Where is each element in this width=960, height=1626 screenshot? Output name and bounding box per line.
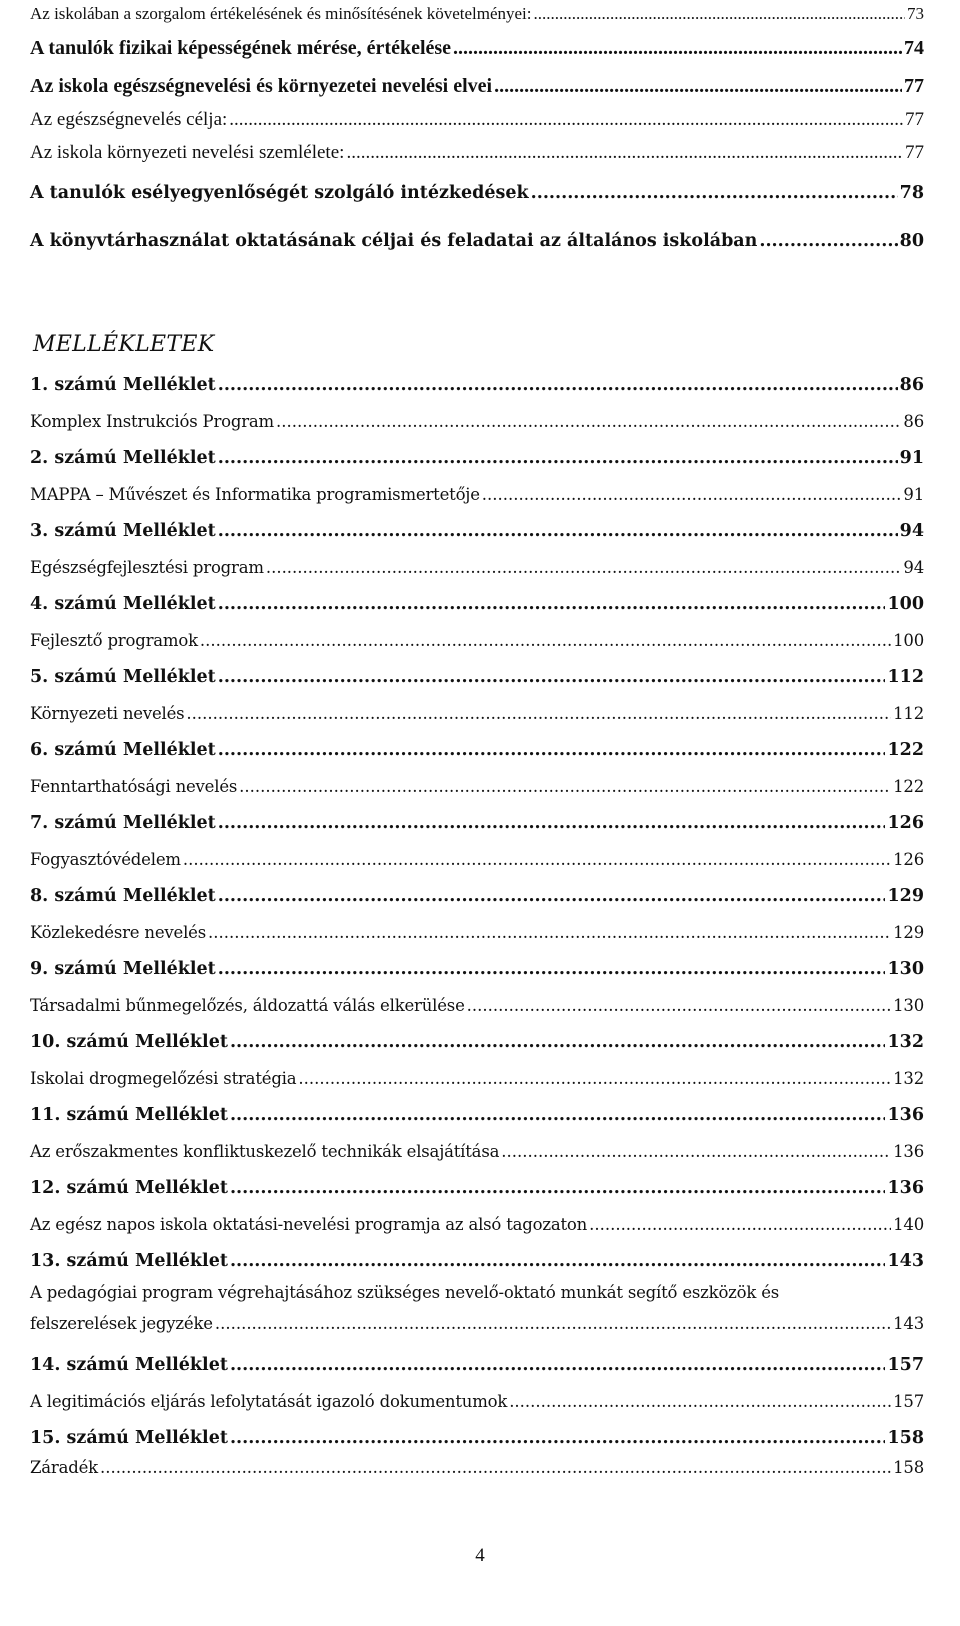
dot-leader <box>482 474 902 515</box>
toc-entry-page: 77 <box>905 142 924 163</box>
appendix-page: 122 <box>887 740 924 760</box>
appendix-sub-page: 158 <box>893 1458 924 1477</box>
dot-leader <box>494 69 902 103</box>
appendix-entry[interactable] <box>30 1349 924 1381</box>
dot-leader <box>215 1308 891 1339</box>
dot-leader <box>501 1131 891 1172</box>
appendix-page: 157 <box>887 1355 924 1375</box>
appendix-sub-page: 126 <box>893 850 924 869</box>
toc-entry-page: 74 <box>904 37 924 59</box>
appendix-title: 5. számú Melléklet <box>30 667 216 687</box>
toc-entry[interactable] <box>30 169 924 217</box>
appendix-entry[interactable] <box>30 1026 924 1058</box>
dot-leader <box>239 766 891 807</box>
appendix-sub-title: Fenntarthatósági nevelés <box>30 777 238 796</box>
appendix-page: 100 <box>887 594 924 614</box>
appendix-title: 8. számú Melléklet <box>30 886 216 906</box>
toc-entry[interactable] <box>30 217 924 265</box>
appendix-sub-entry[interactable] <box>30 1204 924 1245</box>
appendix-entry[interactable] <box>30 1172 924 1204</box>
appendix-page: 129 <box>887 886 924 906</box>
appendix-sub-title: A legitimációs eljárás lefolytatását igazoló dokumentumok <box>30 1392 508 1411</box>
toc-entry-title: A tanulók esélyegyenlőségét szolgáló intézkedések <box>30 183 529 203</box>
appendix-sub-title: Társadalmi bűnmegelőzés, áldozattá válás elkerülése <box>30 996 465 1015</box>
appendix-title: 1. számú Melléklet <box>30 375 216 395</box>
appendix-sub-entry[interactable] <box>30 401 924 442</box>
appendix-sub-entry[interactable] <box>30 1308 924 1339</box>
dot-leader <box>534 0 906 28</box>
spacer <box>30 1339 924 1349</box>
spacer <box>30 265 924 325</box>
appendix-sub-title: Fejlesztő programok <box>30 631 198 650</box>
appendix-sub-title: felszerelések jegyzéke <box>30 1314 213 1333</box>
appendix-sub-entry[interactable] <box>30 693 924 734</box>
toc-entry-page: 78 <box>899 183 924 203</box>
toc-entry-page: 73 <box>907 4 924 23</box>
dot-leader <box>208 912 891 953</box>
dot-leader <box>183 839 891 880</box>
appendix-sub-page: 122 <box>893 777 924 796</box>
appendix-sub-entry[interactable] <box>30 766 924 807</box>
dot-leader <box>218 369 898 401</box>
dot-leader <box>230 1349 886 1381</box>
appendix-sub-page: 136 <box>893 1142 924 1161</box>
appendix-sub-page: 100 <box>893 631 924 650</box>
appendix-entry[interactable] <box>30 1099 924 1131</box>
dot-leader <box>266 547 902 588</box>
dot-leader <box>230 1245 886 1277</box>
appendix-sub-entry[interactable] <box>30 1381 924 1422</box>
dot-leader <box>276 401 901 442</box>
appendix-page: 130 <box>887 959 924 979</box>
appendix-title: 10. számú Melléklet <box>30 1032 228 1052</box>
appendix-entry[interactable] <box>30 953 924 985</box>
dot-leader <box>218 442 898 474</box>
dot-leader <box>218 515 898 547</box>
appendix-entry[interactable] <box>30 515 924 547</box>
dot-leader <box>453 28 902 69</box>
dot-leader <box>589 1204 891 1245</box>
dot-leader <box>186 693 891 734</box>
dot-leader <box>200 620 891 661</box>
appendix-page: 126 <box>887 813 924 833</box>
appendix-sub-entry[interactable] <box>30 474 924 515</box>
appendix-sub-entry[interactable] <box>30 1058 924 1099</box>
appendix-sub-title: Egészségfejlesztési program <box>30 558 264 577</box>
appendix-sub-page: 130 <box>893 996 924 1015</box>
appendix-title: 4. számú Melléklet <box>30 594 216 614</box>
dot-leader <box>509 1381 891 1422</box>
appendix-entry[interactable] <box>30 1422 924 1454</box>
appendix-title: 6. számú Melléklet <box>30 740 216 760</box>
dot-leader <box>230 1172 886 1204</box>
dot-leader <box>229 103 903 136</box>
appendix-title: 7. számú Melléklet <box>30 813 216 833</box>
dot-leader <box>218 661 886 693</box>
dot-leader <box>467 985 891 1026</box>
toc-entry[interactable] <box>30 69 924 103</box>
page-number: 4 <box>475 1545 485 1566</box>
appendix-page: 112 <box>887 667 924 687</box>
appendix-sub-page: 132 <box>893 1069 924 1088</box>
appendix-sub-title: Környezeti nevelés <box>30 704 185 723</box>
toc-entry-title: Az iskola egészségnevelési és környezetei nevelési elvei <box>30 75 493 97</box>
dot-leader <box>230 1422 886 1454</box>
toc-entry[interactable] <box>30 28 924 69</box>
dot-leader <box>218 734 886 766</box>
toc-entry-title: Az egészségnevelés célja: <box>30 109 228 130</box>
appendix-sub-entry[interactable] <box>30 912 924 953</box>
appendix-entry[interactable] <box>30 442 924 474</box>
dot-leader <box>218 588 886 620</box>
appendix-sub-entry[interactable] <box>30 985 924 1026</box>
toc-entry-page: 80 <box>899 231 924 251</box>
table-of-contents <box>30 0 924 1482</box>
appendix-sub-title: Az erőszakmentes konfliktuskezelő technikák elsajátítása <box>30 1142 500 1161</box>
appendix-entry[interactable] <box>30 369 924 401</box>
appendix-sub-page: 129 <box>893 923 924 942</box>
appendix-title: 2. számú Melléklet <box>30 448 216 468</box>
dot-leader <box>531 169 898 217</box>
appendix-sub-title: MAPPA – Művészet és Informatika programismertetője <box>30 485 480 504</box>
toc-entry-title: Az iskola környezeti nevelési szemlélete: <box>30 142 345 163</box>
appendix-entry[interactable] <box>30 661 924 693</box>
appendix-page: 158 <box>887 1428 924 1448</box>
appendix-sub-title: Komplex Instrukciós Program <box>30 412 274 431</box>
appendix-page: 136 <box>887 1178 924 1198</box>
appendix-page: 143 <box>887 1251 924 1271</box>
dot-leader <box>298 1058 891 1099</box>
appendix-sub-page: 140 <box>893 1215 924 1234</box>
appendix-sub-page: 157 <box>893 1392 924 1411</box>
appendix-page: 132 <box>887 1032 924 1052</box>
toc-entry-title: Az iskolában a szorgalom értékelésének és minősítésének követelményei: <box>30 4 532 23</box>
appendix-title: 15. számú Melléklet <box>30 1428 228 1448</box>
toc-entry[interactable] <box>30 0 924 28</box>
appendix-sub-title: Iskolai drogmegelőzési stratégia <box>30 1069 297 1088</box>
toc-entry-page: 77 <box>904 75 924 97</box>
dot-leader <box>230 1026 886 1058</box>
appendix-title: 13. számú Melléklet <box>30 1251 228 1271</box>
dot-leader <box>230 1099 886 1131</box>
appendix-sub-title-line: A pedagógiai program végrehajtásához szükséges nevelő-oktató munkát segítő eszközök és <box>30 1283 780 1302</box>
appendix-entry[interactable] <box>30 734 924 766</box>
appendix-sub-entry[interactable] <box>30 547 924 588</box>
dot-leader <box>218 880 886 912</box>
appendix-page: 94 <box>899 521 924 541</box>
appendix-sub-title: Az egész napos iskola oktatási-nevelési programja az alsó tagozaton <box>30 1215 588 1234</box>
dot-leader <box>346 136 903 169</box>
appendix-sub-title: Fogyasztóvédelem <box>30 850 181 869</box>
dot-leader <box>218 953 886 985</box>
dot-leader <box>100 1454 891 1482</box>
appendix-title: 12. számú Melléklet <box>30 1178 228 1198</box>
toc-entry[interactable] <box>30 136 924 169</box>
appendix-entry[interactable] <box>30 807 924 839</box>
appendix-sub-title: Záradék <box>30 1458 98 1477</box>
toc-entry-title: A tanulók fizikai képességének mérése, értékelése <box>30 37 452 59</box>
toc-entry-page: 77 <box>905 109 924 130</box>
appendix-page: 136 <box>887 1105 924 1125</box>
appendix-sub-entry[interactable] <box>30 620 924 661</box>
toc-entry-title: A könyvtárhasználat oktatásának céljai és feladatai az általános iskolában <box>30 231 758 251</box>
appendix-sub-title: Közlekedésre nevelés <box>30 923 206 942</box>
appendix-sub-page: 112 <box>893 704 924 723</box>
dot-leader <box>218 807 886 839</box>
toc-entry[interactable] <box>30 103 924 136</box>
appendix-title: 3. számú Melléklet <box>30 521 216 541</box>
appendix-sub-page: 91 <box>903 485 924 504</box>
appendix-entry[interactable] <box>30 880 924 912</box>
appendix-sub-entry[interactable] <box>30 1454 924 1482</box>
appendix-entry[interactable] <box>30 1245 924 1277</box>
appendix-title: 9. számú Melléklet <box>30 959 216 979</box>
appendix-title: 14. számú Melléklet <box>30 1355 228 1375</box>
appendix-entry[interactable] <box>30 588 924 620</box>
appendix-heading: MELLÉKLETEK <box>33 332 215 357</box>
appendix-page: 91 <box>899 448 924 468</box>
appendix-page: 86 <box>899 375 924 395</box>
appendix-sub-page: 143 <box>893 1314 924 1333</box>
appendix-sub-page: 86 <box>903 412 924 431</box>
appendix-sub-entry[interactable] <box>30 839 924 880</box>
appendix-sub-entry[interactable] <box>30 1131 924 1172</box>
appendix-title: 11. számú Melléklet <box>30 1105 228 1125</box>
appendix-sub-page: 94 <box>903 558 924 577</box>
dot-leader <box>759 217 897 265</box>
